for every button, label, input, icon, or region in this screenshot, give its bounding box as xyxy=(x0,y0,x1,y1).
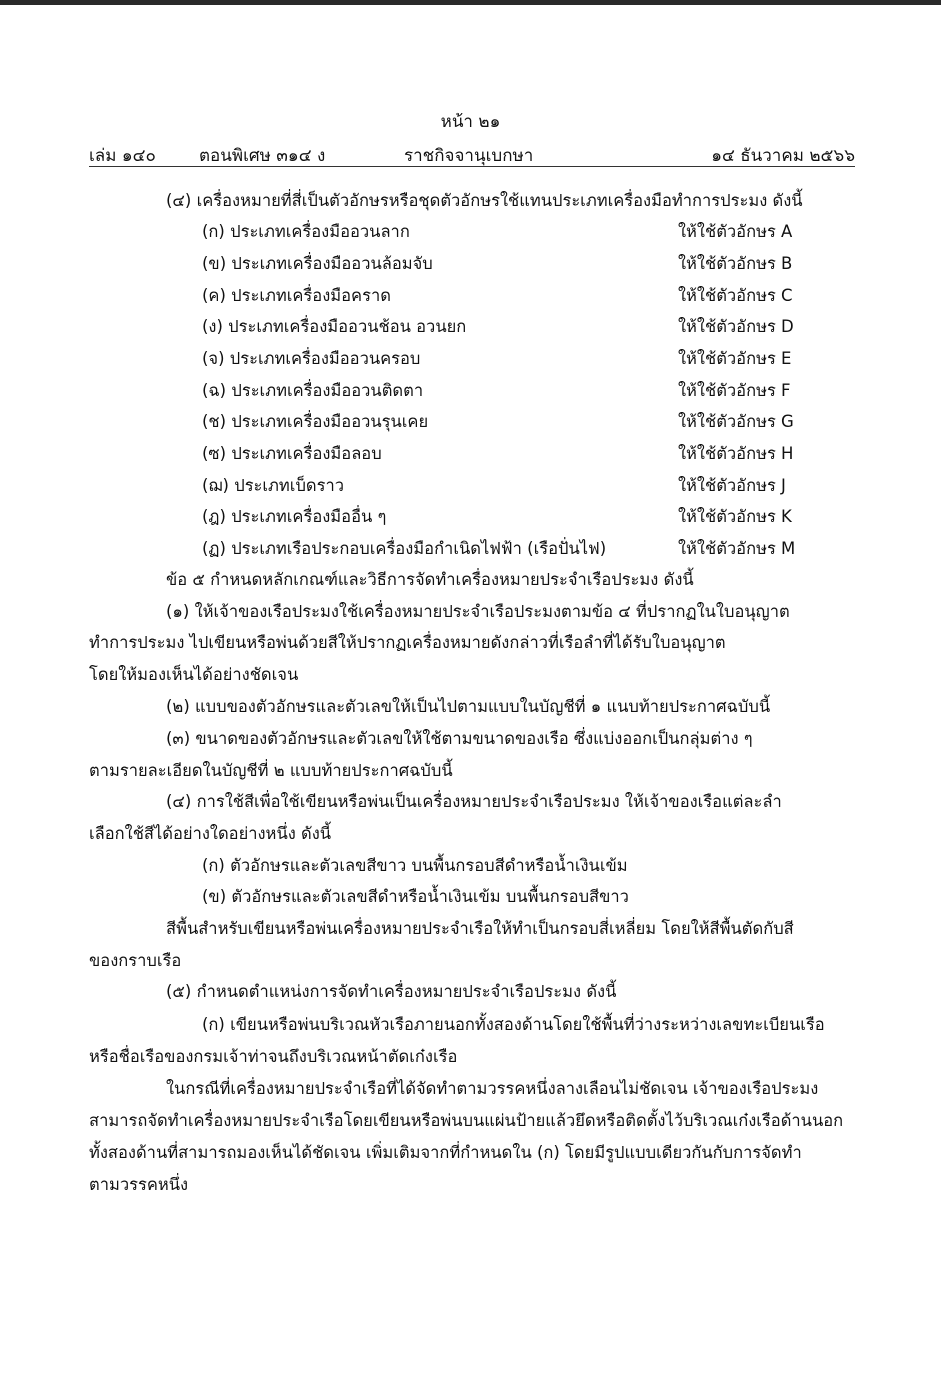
paragraph-4-line: เลือกใช้สีได้อย่างใดอย่างหนึ่ง ดังนี้ xyxy=(89,824,332,843)
gear-type-code: ให้ใช้ตัวอักษร G xyxy=(678,412,794,431)
paragraph-3-line: ตามรายละเอียดในบัญชีที่ ๒ แบบท้ายประกาศฉบับนี้ xyxy=(89,761,453,780)
paragraph-6-line: ทั้งสองด้านที่สามารถมองเห็นได้ชัดเจน เพิ่มเติมจากที่กำหนดใน (ก) โดยมีรูปแบบเดียวกันกับการจัดทำ xyxy=(89,1143,802,1162)
gear-type-label: (ฎ) ประเภทเครื่องมืออื่น ๆ xyxy=(202,507,387,526)
paragraph-5a-line: หรือชื่อเรือของกรมเจ้าท่าจนถึงบริเวณหน้าตัดเก๋งเรือ xyxy=(89,1047,458,1066)
gear-type-code: ให้ใช้ตัวอักษร K xyxy=(678,507,792,526)
paragraph-4-note-line: ของกราบเรือ xyxy=(89,951,182,970)
paragraph-4-note-line: สีพื้นสำหรับเขียนหรือพ่นเครื่องหมายประจำเรือให้ทำเป็นกรอบสี่เหลี่ยม โดยให้สีพื้นตัดกับสี xyxy=(166,919,794,938)
gear-type-code: ให้ใช้ตัวอักษร C xyxy=(678,286,793,305)
gear-type-label: (ซ) ประเภทเครื่องมือลอบ xyxy=(202,444,382,463)
paragraph-5: (๕) กำหนดตำแหน่งการจัดทำเครื่องหมายประจำเรือประมง ดังนี้ xyxy=(166,982,617,1001)
section-label: ตอนพิเศษ ๓๑๔ ง xyxy=(199,146,326,166)
gear-type-code: ให้ใช้ตัวอักษร E xyxy=(678,349,792,368)
clause-5-heading: ข้อ ๕ กำหนดหลักเกณฑ์และวิธีการจัดทำเครื่องหมายประจำเรือประมง ดังนี้ xyxy=(166,570,694,589)
gear-type-code: ให้ใช้ตัวอักษร H xyxy=(678,444,794,463)
publication-date: ๑๔ ธันวาคม ๒๕๖๖ xyxy=(711,146,855,166)
gear-type-code: ให้ใช้ตัวอักษร B xyxy=(678,254,793,273)
gear-type-code: ให้ใช้ตัวอักษร F xyxy=(678,381,791,400)
paragraph-6-line: ตามวรรคหนึ่ง xyxy=(89,1175,189,1194)
paragraph-6-line: ในกรณีที่เครื่องหมายประจำเรือที่ได้จัดทำตามวรรคหนึ่งลางเลือนไม่ชัดเจน เจ้าของเรือประมง xyxy=(166,1079,819,1098)
gear-type-label: (ง) ประเภทเครื่องมืออวนช้อน อวนยก xyxy=(202,317,467,336)
gear-type-code: ให้ใช้ตัวอักษร M xyxy=(678,539,796,558)
gear-type-label: (จ) ประเภทเครื่องมืออวนครอบ xyxy=(202,349,421,368)
header-divider xyxy=(89,166,855,167)
paragraph-5a-line: (ก) เขียนหรือพ่นบริเวณหัวเรือภายนอกทั้งสองด้านโดยใช้พื้นที่ว่างระหว่างเลขทะเบียนเรือ xyxy=(202,1015,825,1034)
gear-type-code: ให้ใช้ตัวอักษร A xyxy=(678,222,793,241)
paragraph-1-line: (๑) ให้เจ้าของเรือประมงใช้เครื่องหมายประจำเรือประมงตามข้อ ๔ ที่ปรากฏในใบอนุญาต xyxy=(166,602,790,621)
color-option: (ข) ตัวอักษรและตัวเลขสีดำหรือน้ำเงินเข้ม บนพื้นกรอบสีขาว xyxy=(202,887,629,906)
gear-type-label: (ก) ประเภทเครื่องมืออวนลาก xyxy=(202,222,410,241)
paragraph-2: (๒) แบบของตัวอักษรและตัวเลขให้เป็นไปตามแบบในบัญชีที่ ๑ แนบท้ายประกาศฉบับนี้ xyxy=(166,697,771,716)
paragraph-6-line: สามารถจัดทำเครื่องหมายประจำเรือโดยเขียนหรือพ่นบนแผ่นป้ายแล้วยึดหรือติดตั้งไว้บริเวณเก๋งเรือด้านนอก xyxy=(89,1111,844,1130)
top-edge-bar xyxy=(0,0,941,5)
gear-type-label: (ฉ) ประเภทเครื่องมืออวนติดตา xyxy=(202,381,424,400)
volume-label: เล่ม ๑๔๐ xyxy=(89,146,156,166)
paragraph-3-line: (๓) ขนาดของตัวอักษรและตัวเลขให้ใช้ตามขนาดของเรือ ซึ่งแบ่งออกเป็นกลุ่มต่าง ๆ xyxy=(166,729,753,748)
gear-type-label: (ข) ประเภทเครื่องมืออวนล้อมจับ xyxy=(202,254,433,273)
page-number: หน้า ๒๑ xyxy=(440,112,501,132)
gear-type-label: (ค) ประเภทเครื่องมือคราด xyxy=(202,286,391,305)
gear-type-label: (ช) ประเภทเครื่องมืออวนรุนเคย xyxy=(202,412,429,431)
paragraph-1-line: ทำการประมง ไปเขียนหรือพ่นด้วยสีให้ปรากฏเครื่องหมายดังกล่าวที่เรือลำที่ได้รับใบอนุญาต xyxy=(89,633,726,652)
gear-type-label: (ฌ) ประเภทเบ็ดราว xyxy=(202,476,345,495)
publication-name: ราชกิจจานุเบกษา xyxy=(404,146,534,166)
item4-title: (๔) เครื่องหมายที่สี่เป็นตัวอักษรหรือชุดตัวอักษรใช้แทนประเภทเครื่องมือทำการประมง ดังนี้ xyxy=(166,191,803,210)
paragraph-1-line: โดยให้มองเห็นได้อย่างชัดเจน xyxy=(89,665,299,684)
gear-type-code: ให้ใช้ตัวอักษร J xyxy=(678,476,786,495)
color-option: (ก) ตัวอักษรและตัวเลขสีขาว บนพื้นกรอบสีดำหรือน้ำเงินเข้ม xyxy=(202,856,628,875)
paragraph-4-line: (๔) การใช้สีเพื่อใช้เขียนหรือพ่นเป็นเครื่องหมายประจำเรือประมง ให้เจ้าของเรือแต่ละลำ xyxy=(166,792,782,811)
gear-type-code: ให้ใช้ตัวอักษร D xyxy=(678,317,794,336)
gear-type-label: (ฏ) ประเภทเรือประกอบเครื่องมือกำเนิดไฟฟ้า (เรือปั่นไฟ) xyxy=(202,539,607,558)
